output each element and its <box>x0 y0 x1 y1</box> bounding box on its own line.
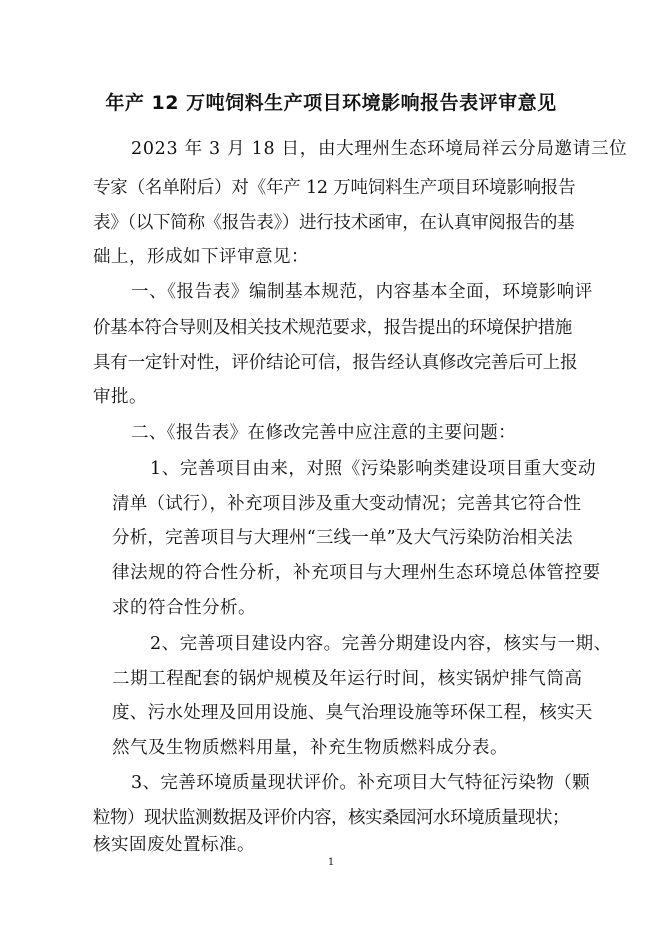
item-2-line-2: 二期工程配套的锅炉规模及年运行时间，核实锅炉排气筒高 <box>112 669 583 689</box>
item-1-line-4: 律法规的符合性分析，补充项目与大理州生态环境总体管控要 <box>112 563 601 583</box>
item-1-line-1: 1、完善项目由来，对照《污染影响类建设项目重大变动 <box>150 459 597 479</box>
paragraph-3-line-1: 二、《报告表》在修改完善中应注意的主要问题： <box>131 423 517 443</box>
paragraph-1-line-4: 础上，形成如下评审意见： <box>93 247 309 267</box>
item-2-line-4: 然气及生物质燃料用量，补充生物质燃料成分表。 <box>112 738 508 758</box>
item-1-line-2: 清单（试行），补充项目涉及重大变动情况；完善其它符合性 <box>112 494 582 514</box>
paragraph-1-line-2: 专家（名单附后）对《年产 12 万吨饲料生产项目环境影响报告 <box>93 178 576 198</box>
item-3-line-3: 核实固废处置标准。 <box>93 835 255 855</box>
document-title: 年产 12 万吨饲料生产项目环境影响报告表评审意见 <box>105 92 557 114</box>
paragraph-2-line-2: 价基本符合导则及相关技术规范要求，报告提出的环境保护措施 <box>93 318 572 338</box>
item-2-line-3: 度、污水处理及回用设施、臭气治理设施等环保工程，核实天 <box>112 703 593 723</box>
paragraph-1-line-3: 表》（以下简称《报告表》）进行技术函审，在认真审阅报告的基 <box>93 213 575 233</box>
paragraph-2-line-1: 一、《报告表》编制基本规范，内容基本全面，环境影响评 <box>131 282 593 302</box>
item-3-line-2: 粒物）现状监测数据及评价内容，核实桑园河水环境质量现状； <box>93 808 569 828</box>
paragraph-2-line-3: 具有一定针对性，评价结论可信，报告经认真修改完善后可上报 <box>93 353 578 373</box>
item-1-line-5: 求的符合性分析。 <box>112 598 256 618</box>
item-2-line-1: 2、完善项目建设内容。完善分期建设内容，核实与一期、 <box>150 634 612 654</box>
item-3-line-1: 3、完善环境质量现状评价。补充项目大气特征污染物（颗 <box>131 773 591 793</box>
paragraph-2-line-4: 审批。 <box>93 387 147 407</box>
page-number: 1 <box>327 857 335 868</box>
paragraph-1-line-1: 2023 年 3 月 18 日，由大理州生态环境局祥云分局邀请三位 <box>131 139 628 159</box>
item-1-line-3: 分析，完善项目与大理州“三线一单”及大气污染防治相关法 <box>112 528 573 548</box>
